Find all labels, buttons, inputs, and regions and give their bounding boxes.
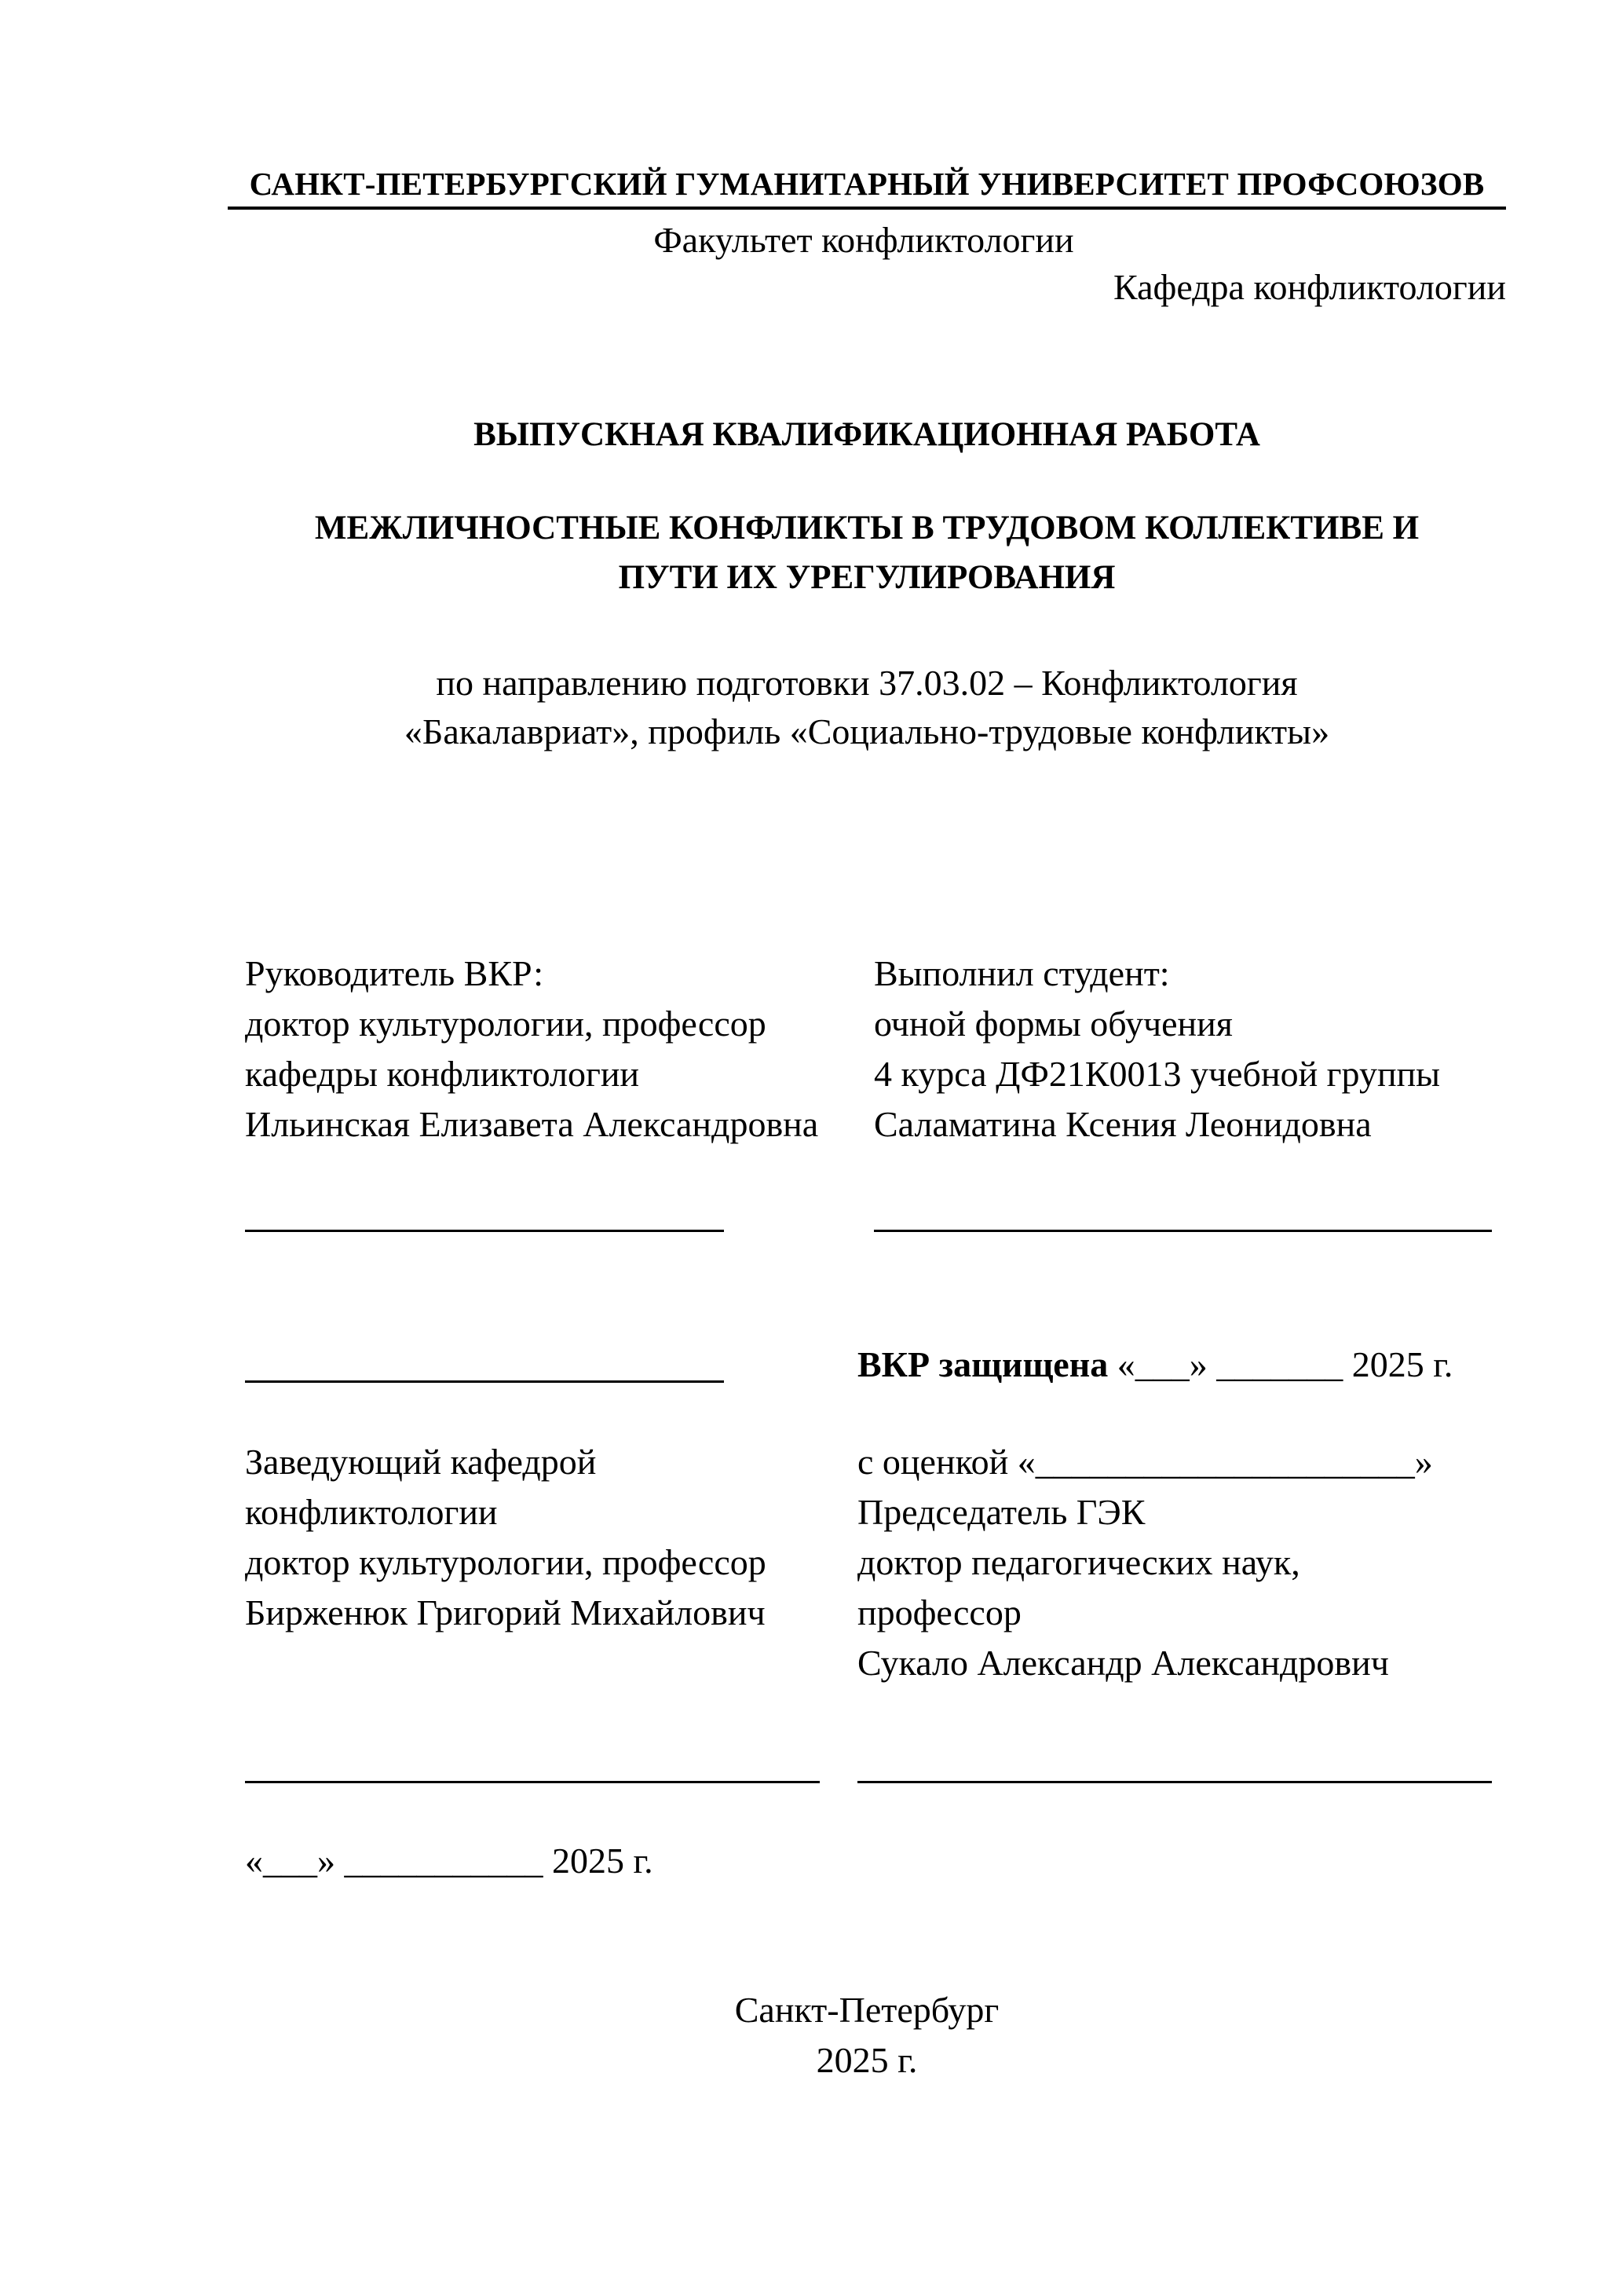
- header-rule: [228, 207, 1506, 210]
- head-degree: доктор культурологии, профессор: [245, 1542, 766, 1582]
- year: 2025 г.: [816, 2040, 918, 2080]
- student-group: 4 курса ДФ21К0013 учебной группы: [874, 1054, 1441, 1094]
- faculty-name: Факультет конфликтологии: [653, 220, 1074, 260]
- defense-label: ВКР защищена: [857, 1344, 1109, 1384]
- approval-date: «___» ___________ 2025 г.: [245, 1841, 653, 1881]
- university-name: САНКТ-ПЕТЕРБУРГСКИЙ ГУМАНИТАРНЫЙ УНИВЕРСИТЕТ ПРОФСОЮЗОВ: [249, 166, 1485, 202]
- work-title-line-1: МЕЖЛИЧНОСТНЫЕ КОНФЛИКТЫ В ТРУДОВОМ КОЛЛЕКТИВЕ И: [314, 510, 1420, 547]
- defense-grade-line: с оценкой «_____________________»: [857, 1442, 1433, 1482]
- department-name: Кафедра конфликтологии: [1113, 267, 1506, 307]
- work-type-heading: ВЫПУСКНАЯ КВАЛИФИКАЦИОННАЯ РАБОТА: [473, 416, 1260, 453]
- work-title-line-2: ПУТИ ИХ УРЕГУЛИРОВАНИЯ: [618, 559, 1116, 596]
- supervisor-department: кафедры конфликтологии: [245, 1054, 640, 1094]
- head-department: конфликтологии: [245, 1492, 498, 1532]
- supervisor-degree: доктор культурологии, профессор: [245, 1004, 766, 1044]
- chair-title: профессор: [857, 1592, 1022, 1632]
- chair-degree: доктор педагогических наук,: [857, 1542, 1300, 1582]
- defense-date: «___» _______ 2025 г.: [1108, 1344, 1453, 1384]
- student-label: Выполнил студент:: [874, 953, 1170, 993]
- chair-signature-line: [857, 1781, 1492, 1783]
- study-direction-line-1: по направлению подготовки 37.03.02 – Конфликтология: [436, 663, 1298, 703]
- student-name: Саламатина Ксения Леонидовна: [874, 1104, 1372, 1144]
- supervisor-name: Ильинская Елизавета Александровна: [245, 1104, 819, 1144]
- student-block: [874, 949, 1440, 1150]
- student-signature-line: [874, 1230, 1492, 1232]
- study-direction-line-2: «Бакалавриат», профиль «Социально-трудовые конфликты»: [404, 711, 1330, 751]
- chair-position: Председатель ГЭК: [857, 1492, 1146, 1532]
- supervisor-date-line: [245, 1380, 724, 1383]
- head-of-department-block: [245, 1437, 766, 1638]
- chair-name: Сукало Александр Александрович: [857, 1643, 1389, 1683]
- supervisor-block: [245, 949, 818, 1150]
- head-name: Бирженюк Григорий Михайлович: [245, 1592, 766, 1632]
- defense-date-line: [857, 1340, 1453, 1390]
- supervisor-label: Руководитель ВКР:: [245, 953, 544, 993]
- supervisor-signature-line: [245, 1230, 724, 1232]
- head-signature-line: [245, 1781, 820, 1783]
- head-position: Заведующий кафедрой: [245, 1442, 597, 1482]
- commission-chair-block: [857, 1487, 1389, 1688]
- student-study-form: очной формы обучения: [874, 1004, 1233, 1044]
- city: Санкт-Петербург: [734, 1990, 1000, 2030]
